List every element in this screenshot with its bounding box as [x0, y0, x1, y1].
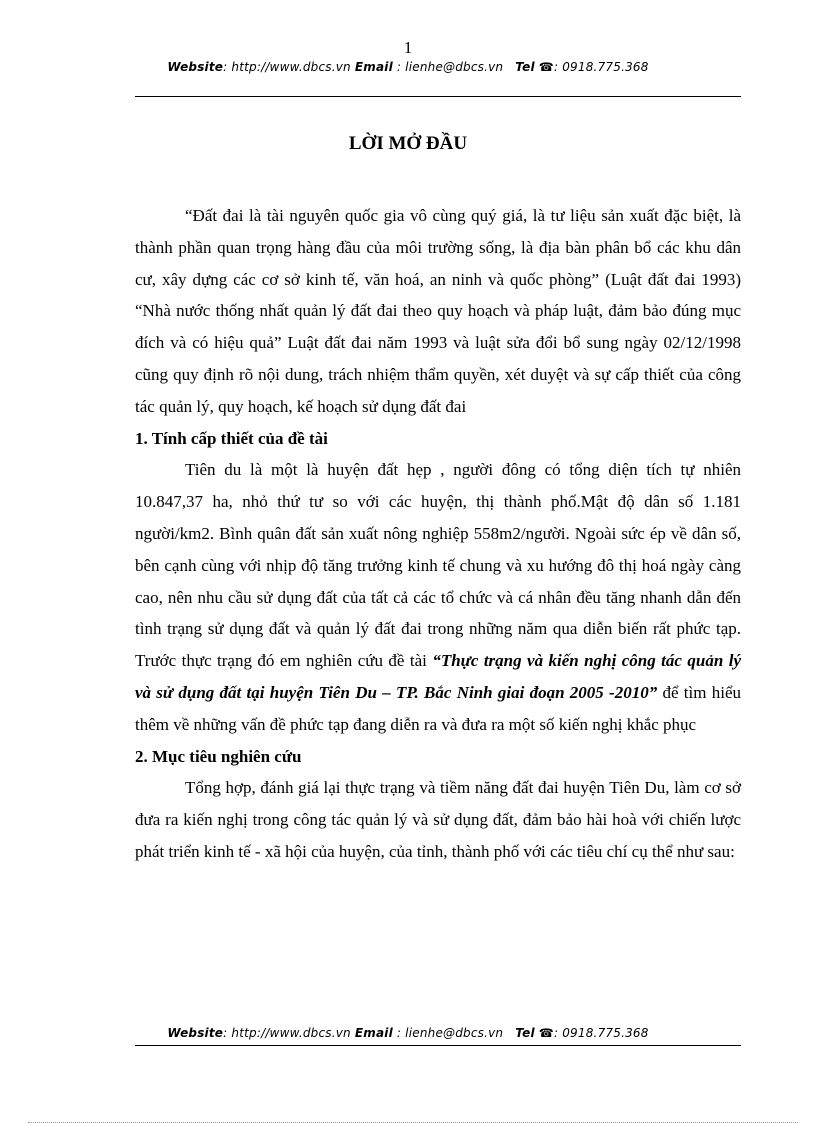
section1-thesis-title: “Thực trạng và kiến nghị công tác quản lý và sử dụng đất tại huyện Tiên Du – TP. Bắc Ninh giai đoạn 2005 -2010”: [135, 651, 741, 702]
header-website-label: Website: [167, 60, 224, 74]
section1-heading: 1. Tính cấp thiết của đề tài: [135, 428, 328, 448]
footer-email-value: : lienhe@dbcs.vn: [396, 1026, 504, 1040]
document-body: [135, 200, 741, 868]
header-tel-value: : 0918.775.368: [553, 60, 649, 74]
header-email-value: : lienhe@dbcs.vn: [396, 60, 504, 74]
page-title: LỜI MỞ ĐẦU: [348, 133, 468, 154]
footer-divider: [135, 1045, 741, 1046]
header-website-value: : http://www.dbcs.vn: [223, 60, 351, 74]
page-header: [0, 60, 816, 74]
footer-tel-value: : 0918.775.368: [553, 1026, 649, 1040]
footer-email-label: Email: [354, 1026, 393, 1040]
header-email-label: Email: [354, 60, 393, 74]
header-divider: [135, 96, 741, 97]
intro-paragraph: “Đất đai là tài nguyên quốc gia vô cùng quý giá, là tư liệu sản xuất đặc biệt, là thành phần quan trọng hàng đầu của môi trường sống, là địa bàn phân bổ các khu dân cư, xây dựng các cơ sở kinh tế, văn hoá, an ninh và quốc phòng” (Luật đất đai 1993) “Nhà nước thống nhất quản lý đất đai theo quy hoạch và pháp luật, đảm bảo đúng mục đích và có hiệu quả” Luật đất đai năm 1993 và luật sửa đổi bổ sung ngày 02/12/1998 cũng quy định rõ nội dung, trách nhiệm thẩm quyền, xét duyệt và sự cấp thiết của công tác quản lý, quy hoạch, kế hoạch sử dụng đất đai: [135, 206, 741, 416]
page-footer: [0, 1026, 816, 1040]
footer-website-value: : http://www.dbcs.vn: [223, 1026, 351, 1040]
section2-paragraph: Tổng hợp, đánh giá lại thực trạng và tiềm năng đất đai huyện Tiên Du, làm cơ sở đưa ra kiến nghị trong công tác quản lý và sử dụng đất, đảm bảo hài hoà với chiến lược phát triển kinh tế - xã hội của huyện, của tỉnh, thành phố với các tiêu chí cụ thể như sau:: [135, 778, 741, 861]
phone-icon: ☎: [538, 60, 554, 74]
section1-text-after: để tìm hiểu thêm về những vấn đề phức tạp đang diễn ra và đưa ra một số kiến nghị khắc phục: [135, 682, 741, 734]
footer-tel-label: Tel: [515, 1026, 535, 1040]
footer-website-label: Website: [167, 1026, 224, 1040]
section1-text-before: Tiên du là một là huyện đất hẹp , người đông có tổng diện tích tự nhiên 10.847,37 ha, nhỏ thứ tư so với các huyện, thị thành phố.Mật độ dân số 1.181 người/km2. Bình quân đất sản xuất nông nghiệp 558m2/người. Ngoài sức ép về dân số, bên cạnh cùng với nhịp độ tăng trưởng kinh tế chung và xu hướng đô thị hoá ngày càng cao, nên nhu cầu sử dụng đất của tất cả các tổ chức và cá nhân đều tăng nhanh dẫn đến tình trạng sử dụng đất và quản lý đất đai trong những năm qua diễn biến rất phức tạp. Trước thực trạng đó em nghiên cứu đề tài: [135, 460, 741, 671]
section1-paragraph: [135, 454, 741, 740]
section2-heading: 2. Mục tiêu nghiên cứu: [135, 746, 302, 766]
header-tel-label: Tel: [515, 60, 535, 74]
phone-icon: ☎: [538, 1026, 554, 1040]
page-number: 1: [403, 38, 413, 57]
